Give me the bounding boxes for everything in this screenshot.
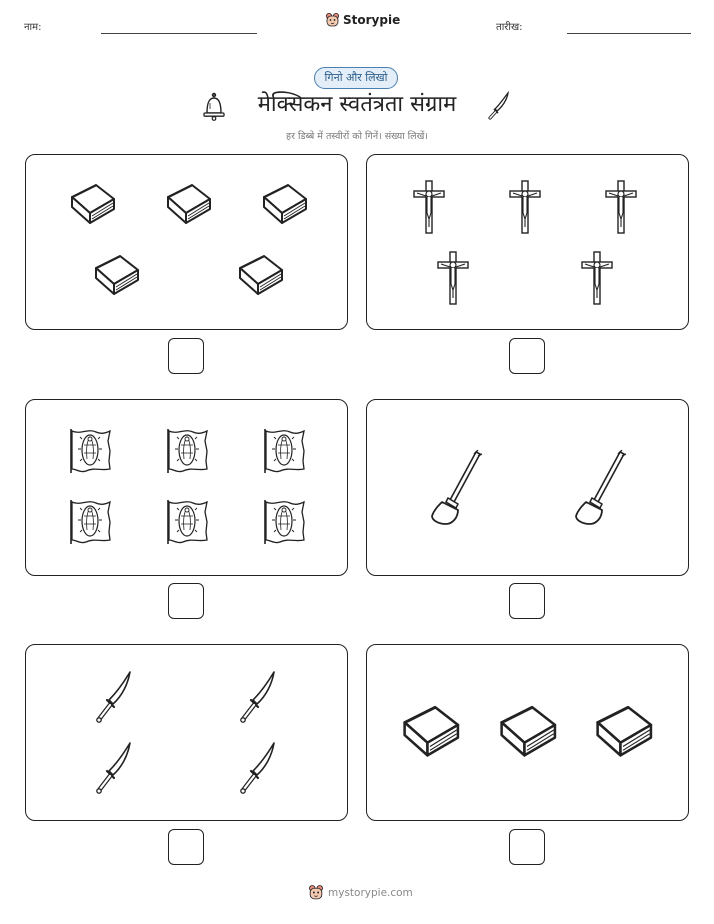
brand-logo <box>325 12 400 28</box>
date-field[interactable] <box>567 33 691 34</box>
guadalupe-banner-icon <box>165 427 209 475</box>
guadalupe-banner-icon <box>262 427 306 475</box>
book-icon <box>258 179 310 227</box>
machete-icon <box>94 670 134 728</box>
count-panel-shovels <box>366 399 689 576</box>
crucifix-icon <box>436 250 470 306</box>
storypie-mascot-icon <box>325 12 340 28</box>
answer-box-6[interactable] <box>509 829 545 865</box>
book-icon <box>66 179 118 227</box>
machete-icon <box>238 741 278 799</box>
answer-box-1[interactable] <box>168 338 204 374</box>
book-icon <box>234 250 286 298</box>
name-label: नाम: <box>24 22 42 33</box>
guadalupe-banner-icon <box>262 498 306 546</box>
crucifix-icon <box>604 179 638 235</box>
crucifix-icon <box>412 179 446 235</box>
count-panel-machetes <box>25 644 348 821</box>
machete-icon <box>94 741 134 799</box>
count-panel-large-books <box>366 644 689 821</box>
answer-box-4[interactable] <box>509 583 545 619</box>
footer <box>308 884 413 901</box>
date-label: तारीख: <box>496 22 523 33</box>
footer-url[interactable]: mystorypie.com <box>328 886 413 899</box>
count-panel-books <box>25 154 348 330</box>
guadalupe-banner-icon <box>68 427 112 475</box>
storypie-mascot-icon <box>308 884 324 901</box>
shovel-icon <box>428 450 484 528</box>
book-icon <box>397 699 463 761</box>
shovel-icon <box>572 450 628 528</box>
bell-icon <box>200 91 228 121</box>
count-panel-banners <box>25 399 348 576</box>
book-icon <box>162 179 214 227</box>
page-title: मेक्सिकन स्वतंत्रता संग्राम <box>257 92 457 117</box>
book-icon <box>90 250 142 298</box>
answer-box-3[interactable] <box>168 583 204 619</box>
name-field[interactable] <box>101 33 257 34</box>
brand-name: Storypie <box>343 13 401 27</box>
answer-box-5[interactable] <box>168 829 204 865</box>
machete-icon <box>238 670 278 728</box>
answer-box-2[interactable] <box>509 338 545 374</box>
crucifix-icon <box>508 179 542 235</box>
crucifix-icon <box>580 250 614 306</box>
machete-icon <box>486 91 512 123</box>
guadalupe-banner-icon <box>165 498 209 546</box>
book-icon <box>494 699 560 761</box>
guadalupe-banner-icon <box>68 498 112 546</box>
activity-badge: गिनो और लिखो <box>314 67 398 89</box>
book-icon <box>590 699 656 761</box>
count-panel-crucifixes <box>366 154 689 330</box>
instruction-text: हर डिब्बे में तस्वीरों को गिनें। संख्या लिखें। <box>286 131 428 142</box>
